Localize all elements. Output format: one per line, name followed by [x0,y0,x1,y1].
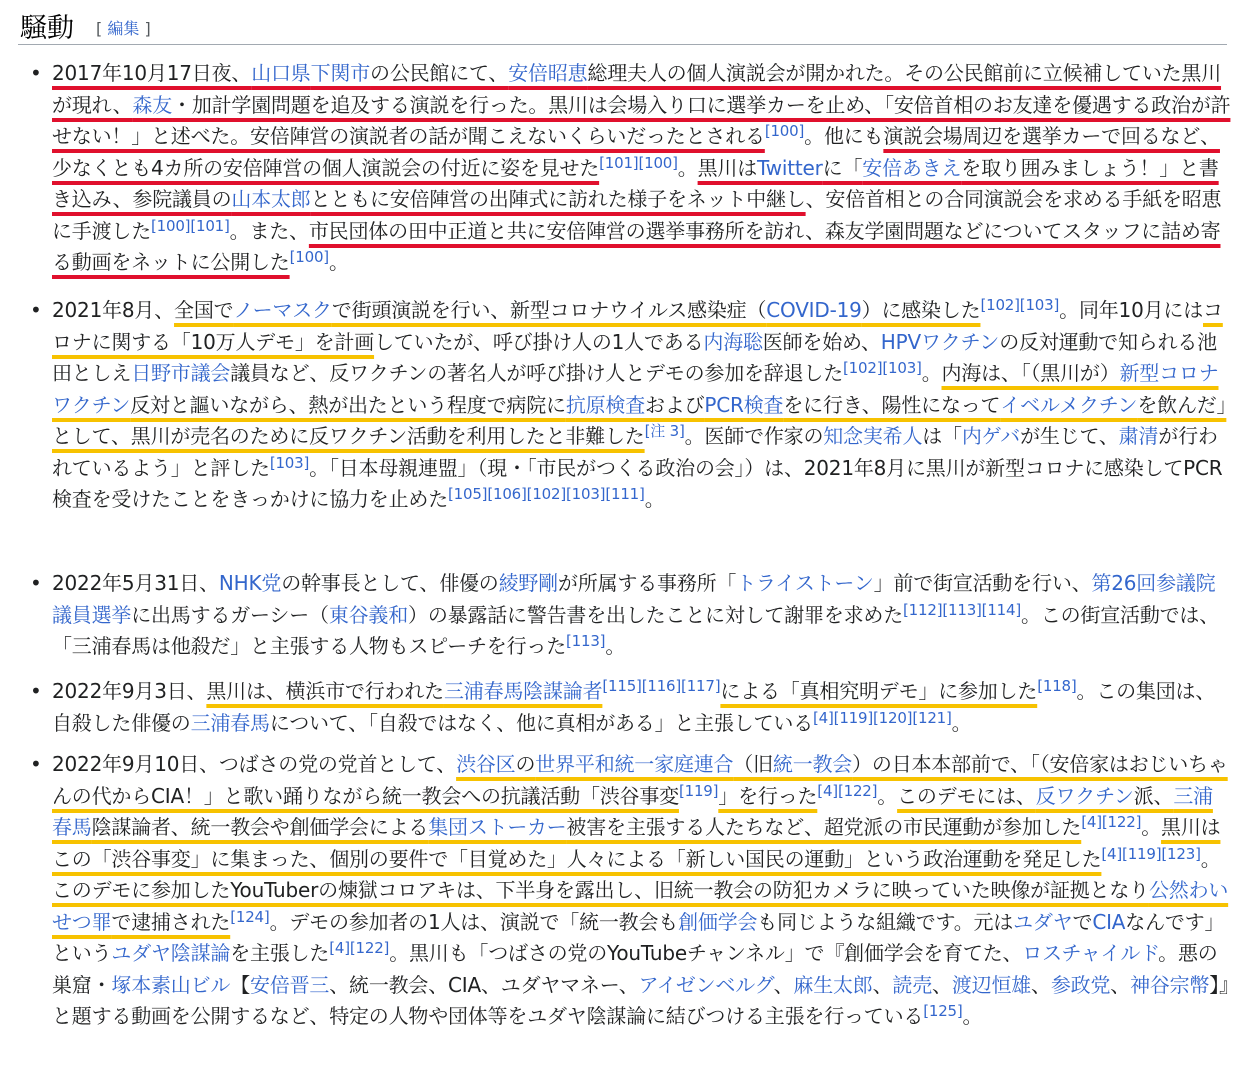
citation-ref-text[interactable]: [124] [230,907,270,926]
citation-ref[interactable] [903,601,1021,619]
citation-ref[interactable] [329,939,389,957]
highlighted-text: このデモに参加したYouTuberの煉獄コロアキは、下半身を露出し、旧統一教会の防犯カメラに映っていた映像が証拠となり [52,878,1149,902]
text-run: も同じような組織です。元は [757,909,1014,934]
wiki-link[interactable]: 安倍晋三 [250,972,330,997]
highlighted-text: 全国で [174,298,234,322]
wiki-link[interactable]: 内ゲバ [961,424,1021,448]
text-run: 、 [1031,972,1051,997]
highlighted-text: 2017年10月17日夜、 [52,61,252,85]
citation-ref-text[interactable]: [4][122] [1081,813,1142,831]
text-run: 。 [921,361,942,385]
wiki-link[interactable]: ユダヤ陰謀論 [111,941,231,965]
citation-ref-text[interactable]: [4][122] [817,781,878,800]
text-run: 医師を始め、 [762,329,881,354]
text-run: 、 [872,972,893,997]
text-run: 。他にも [804,124,884,148]
text-run: 、 [1110,972,1131,997]
text-run: 2022年9月10日、つばさの党の党首として、 [52,752,457,776]
citation-ref[interactable] [679,782,718,800]
text-run: 。 [644,487,665,511]
text-run: 】』と題する動画を公開するなど、特定の人物や団体等をユダヤ陰謀論に結びつける主張を行っている [52,972,1229,1028]
highlighted-link[interactable]: 下関市 [310,61,371,85]
text-run: 。 [677,155,698,180]
text-run: 2022年5月31日、 [52,571,219,595]
text-run: は「 [922,424,962,448]
highlighted-text: 陰謀論者、統一教会や創価学会による [91,815,429,839]
text-run: 。 [877,783,898,808]
citation-ref[interactable] [923,1002,962,1020]
text-run: で [1072,909,1093,934]
bullet-icon: • [30,679,42,703]
citation-ref[interactable] [602,677,720,695]
citation-ref[interactable] [980,296,1059,314]
citation-ref[interactable] [448,485,645,503]
highlighted-text: で逮捕された [111,909,231,934]
highlighted-link[interactable]: イベルメクチン [1000,392,1138,417]
citation-ref-text[interactable]: [100] [764,122,805,140]
highlighted-link[interactable]: 安倍あきえ [862,155,962,180]
citation-ref-text[interactable]: [103] [269,453,310,472]
list-item [30,295,1232,516]
citation-ref-text[interactable]: [注 3] [644,422,685,440]
highlighted-text: を飲んだ」として、黒川が売名のために反ワクチン活動を利用したと非難した [52,392,1227,448]
wiki-link[interactable]: 東谷義和 [328,602,409,627]
citation-ref[interactable] [765,122,804,140]
text-run: 。 [605,634,626,658]
text-run: ）の暴露話に警告書を出したことに対して謝罪を求めた [408,602,904,627]
highlighted-text: 黒川は [697,155,758,180]
text-run: の反対運動で知られる池田としえ [52,329,1217,385]
citation-ref-text[interactable]: [101][100] [599,153,678,172]
bullet-icon: • [30,298,42,322]
list-item [30,58,1232,279]
citation-ref[interactable] [813,709,952,727]
section-title: 騒動 [20,13,74,44]
text-run: について、「自殺ではなく、他に真相がある」と主張している [269,710,814,735]
highlighted-text: 黒川はこの「渋谷事変」に集まった、個別の要件で「目覚めた」人々による「新しい国民の運動」という政治運動を発足した [52,815,1221,871]
highlighted-text: の [515,752,536,776]
citation-ref-text[interactable]: [113] [566,632,606,650]
wiki-link[interactable]: ユダヤ [1013,909,1073,934]
highlighted-text: とともに安倍陣営の出陣式に訪れた様子をネット中継し [310,187,806,211]
bullet-icon: • [30,752,42,776]
text-run: が行われているよう」と評した [52,424,1218,480]
bullet-icon: • [30,571,42,595]
highlighted-text: 演説会場周辺を選挙カーで回るなど、少なくとも4カ所の安倍陣営の個人演説会の付近に姿を見せた [52,124,1220,180]
text-run: 。 [962,1004,983,1028]
citation-ref-text[interactable]: [102][103] [843,359,922,377]
highlighted-text: このデモには、 [897,783,1036,808]
wiki-link[interactable]: ロスチャイルド [1022,941,1159,965]
wiki-link[interactable]: 内海聡 [703,329,763,354]
text-run: が生じて、 [1020,424,1119,448]
citation-ref[interactable] [1081,813,1141,831]
wiki-link[interactable]: 日野市議会 [131,361,231,385]
highlighted-link[interactable]: Twitter [757,155,823,180]
highlighted-text: 反対と謳いながら、熱が出たという程度で病院に [130,392,566,417]
highlighted-text: ）の日本本部前で、「（安倍家はおじいちゃんの代からCIA！」と歌い踊りながら統一教会への抗議活動「渋谷事変 [52,752,1228,808]
highlighted-link[interactable]: 新型コロナワクチン [52,361,1219,417]
citation-ref[interactable] [645,422,685,440]
wiki-link[interactable]: 神谷宗幣 [1130,972,1210,997]
edit-section-link-group [96,16,151,39]
text-run: していたが、呼び掛け人の1人である [374,329,704,354]
citation-ref-text[interactable]: [105][106][102][103][111] [448,485,645,503]
citation-ref[interactable] [566,632,605,650]
text-run: 。悪の巣窟・ [52,941,1218,997]
wiki-link[interactable]: 綾野剛 [498,571,559,595]
citation-ref-text[interactable]: [102][103] [980,296,1060,314]
citation-ref[interactable] [151,217,230,235]
edit-section-link[interactable]: 編集 [107,19,140,38]
highlighted-text: 派、 [1133,783,1174,808]
text-run: 。「日本母親連盟」（現・「市民がつくる政治の会」）は、2021年8月に黒川が新型コロナに感染してPCR検査を受けたことをきっかけに協力を止めた [52,455,1223,511]
citation-ref-text[interactable]: [112][113][114] [903,600,1022,619]
citation-ref[interactable] [1037,677,1076,695]
citation-ref-text[interactable]: [100] [289,248,329,266]
highlighted-text: 黒川は、横浜市で行われた [206,679,444,703]
bullet-icon: • [30,61,42,85]
text-run: 。 [1141,815,1162,839]
text-run: の幹事長として、俳優の [281,571,499,595]
highlighted-text: ・加計学園問題を追及する演説を行った。黒川は会場入り口に選挙カーを止め、「安倍首相のお友達を優遇する政治が許せない！」と述べた。安倍陣営の演説者の話が聞こえないくらいだったとされる [52,92,1231,148]
list-item [30,676,1232,739]
wiki-link[interactable]: 粛清 [1118,424,1159,448]
text-run: 【 [230,972,251,997]
citation-ref-text[interactable]: [119] [678,781,719,800]
highlighted-text: 総理夫人の個人演説会が開かれた。その公民館前に立候補していた黒川が現れ、 [52,61,1222,117]
citation-ref-text[interactable]: [4][119][123] [1101,844,1201,863]
wiki-link[interactable]: トライストーン [736,571,874,595]
highlighted-link[interactable]: COVID-19 [766,298,862,322]
text-run: 。 [1200,846,1221,871]
wiki-link[interactable]: 麻生太郎 [793,972,873,997]
highlighted-link[interactable]: 抗原検査 [565,392,646,417]
highlighted-text: 」を行った [718,783,818,808]
text-run: 。この街宣活動では、「三浦春馬は他殺だ」と主張する人物もスピーチを行った [52,602,1220,658]
highlighted-link[interactable]: PCR検査 [704,392,784,417]
citation-ref[interactable] [290,248,329,266]
list-item-text [52,676,1232,739]
edit-bracket-close: ] [144,19,151,38]
highlighted-text: 被害を主張する人たちなど、超党派の市民運動が参加した [566,815,1082,839]
wiki-link[interactable]: 知念実希人 [823,424,923,448]
highlighted-link[interactable]: 三浦春馬 [52,783,1213,839]
highlighted-text: （旧 [733,752,773,776]
wiki-link[interactable]: 創価学会 [678,909,758,934]
section-heading [18,4,1227,45]
citation-ref[interactable] [230,908,269,926]
wiki-link[interactable]: NHK党 [218,571,282,595]
text-run: 2022年9月3日、 [52,679,207,703]
text-run: 、 [932,972,952,997]
text-run: に出馬するガーシー（ [131,602,329,627]
text-run: 。また、 [229,218,309,243]
text-run: 。黒川も「つばさの党のYouTubeチャンネル」で『創価学会を育てた、 [389,941,1023,965]
list-item-text [52,749,1232,1033]
text-run: 。医師で作家の [684,424,824,448]
citation-ref[interactable] [1101,845,1200,863]
list-item [30,749,1232,1033]
highlighted-text: 市民団体の田中正道と共に安倍陣営の選挙事務所を訪れ、森友学園問題などについてスタッフに詰め寄る動画をネットに公開した [52,218,1221,274]
wiki-link[interactable]: 読売 [892,972,933,997]
highlighted-text: に「 [822,155,863,180]
highlighted-text: 内海は、「（黒川が） [941,361,1120,385]
citation-ref-text[interactable]: [118] [1037,677,1077,695]
citation-ref-text[interactable]: [115][116][117] [602,677,721,695]
text-run: 。この集団は、自殺した俳優の [52,679,1216,735]
citation-ref-text[interactable]: [4][119][120][121] [813,708,952,727]
highlighted-link[interactable]: 反ワクチン [1035,783,1134,808]
text-run: 、統一教会、CIA、ユダヤマネー、 [329,972,639,997]
highlighted-text: をに行き、陽性になって [783,392,1001,417]
citation-ref-text[interactable]: [4][122] [329,939,390,957]
text-run: 、 [773,972,794,997]
wiki-link[interactable]: 三浦春馬 [190,710,270,735]
highlighted-link[interactable]: 森友 [132,92,173,117]
list-item-text [52,295,1232,516]
highlighted-link[interactable]: 三浦春馬陰謀論者 [443,679,603,703]
highlighted-link[interactable]: 山本太郎 [231,187,311,211]
citation-ref-text[interactable]: [125] [923,1002,963,1020]
highlighted-text: による「真相究明デモ」に参加した [720,679,1038,703]
text-run: が所属する事務所「 [558,571,737,595]
highlighted-link[interactable]: 集団ストーカー [428,815,567,839]
highlighted-link[interactable]: 統一教会 [772,752,853,776]
text-run: 。デモの参加者の1人は、演説で「統一教会も [269,909,679,934]
highlighted-link[interactable]: 世界平和統一家庭連合 [535,752,734,776]
edit-bracket-open: [ [96,19,103,38]
text-run: 2021年8月、 [52,298,175,322]
wiki-link[interactable]: CIA [1092,909,1126,934]
highlighted-text: コロナに関する「10万人デモ」を計画 [52,298,1223,354]
citation-ref-text[interactable]: [100][101] [151,216,230,235]
highlighted-link[interactable]: 公然わいせつ罪 [52,878,1229,934]
list-item-text [52,568,1232,663]
list-item-text [52,58,1232,279]
highlighted-text: を取り囲みましょう！」と書き込み、参院議員の [52,155,1219,211]
highlighted-text: の公民館にて、 [370,61,509,85]
wiki-link[interactable]: 参政党 [1050,972,1111,997]
citation-ref[interactable] [270,454,309,472]
highlighted-text: で街頭演説を行い、新型コロナウイルス感染症（ [331,298,767,322]
text-run: なんです」という [52,909,1225,965]
highlighted-link[interactable]: 山口県 [251,61,311,85]
text-run: 。同年10月には [1059,298,1203,322]
highlighted-link[interactable]: 安倍昭恵 [508,61,588,85]
text-run: 。 [328,250,349,274]
wiki-link[interactable]: 第26回参議院議員選挙 [52,571,1216,627]
text-run: 。 [951,710,972,735]
highlighted-link[interactable]: ノーマスク [233,298,332,322]
wiki-link[interactable]: アイゼンベルグ [638,972,774,997]
list-item [30,568,1232,663]
text-run: を主張した [230,941,330,965]
citation-ref[interactable] [599,154,678,172]
wiki-link[interactable]: 塚本素山ビル [111,972,231,997]
text-run: 、安倍首相との合同演説会を求める手紙を昭恵に手渡した [52,187,1222,243]
citation-ref[interactable] [843,359,922,377]
citation-ref[interactable] [817,782,877,800]
text-run: 議員など、反ワクチンの著名人が呼び掛け人とデモの参加を辞退した [230,361,844,385]
highlighted-text: および [645,392,705,417]
text-run: 」前で街宣活動を行い、 [873,571,1092,595]
highlighted-text: ）に感染した [861,298,981,322]
wiki-link[interactable]: 渡辺恒雄 [951,972,1032,997]
highlighted-link[interactable]: 渋谷区 [456,752,516,776]
wiki-link[interactable]: HPVワクチン [880,329,1000,354]
